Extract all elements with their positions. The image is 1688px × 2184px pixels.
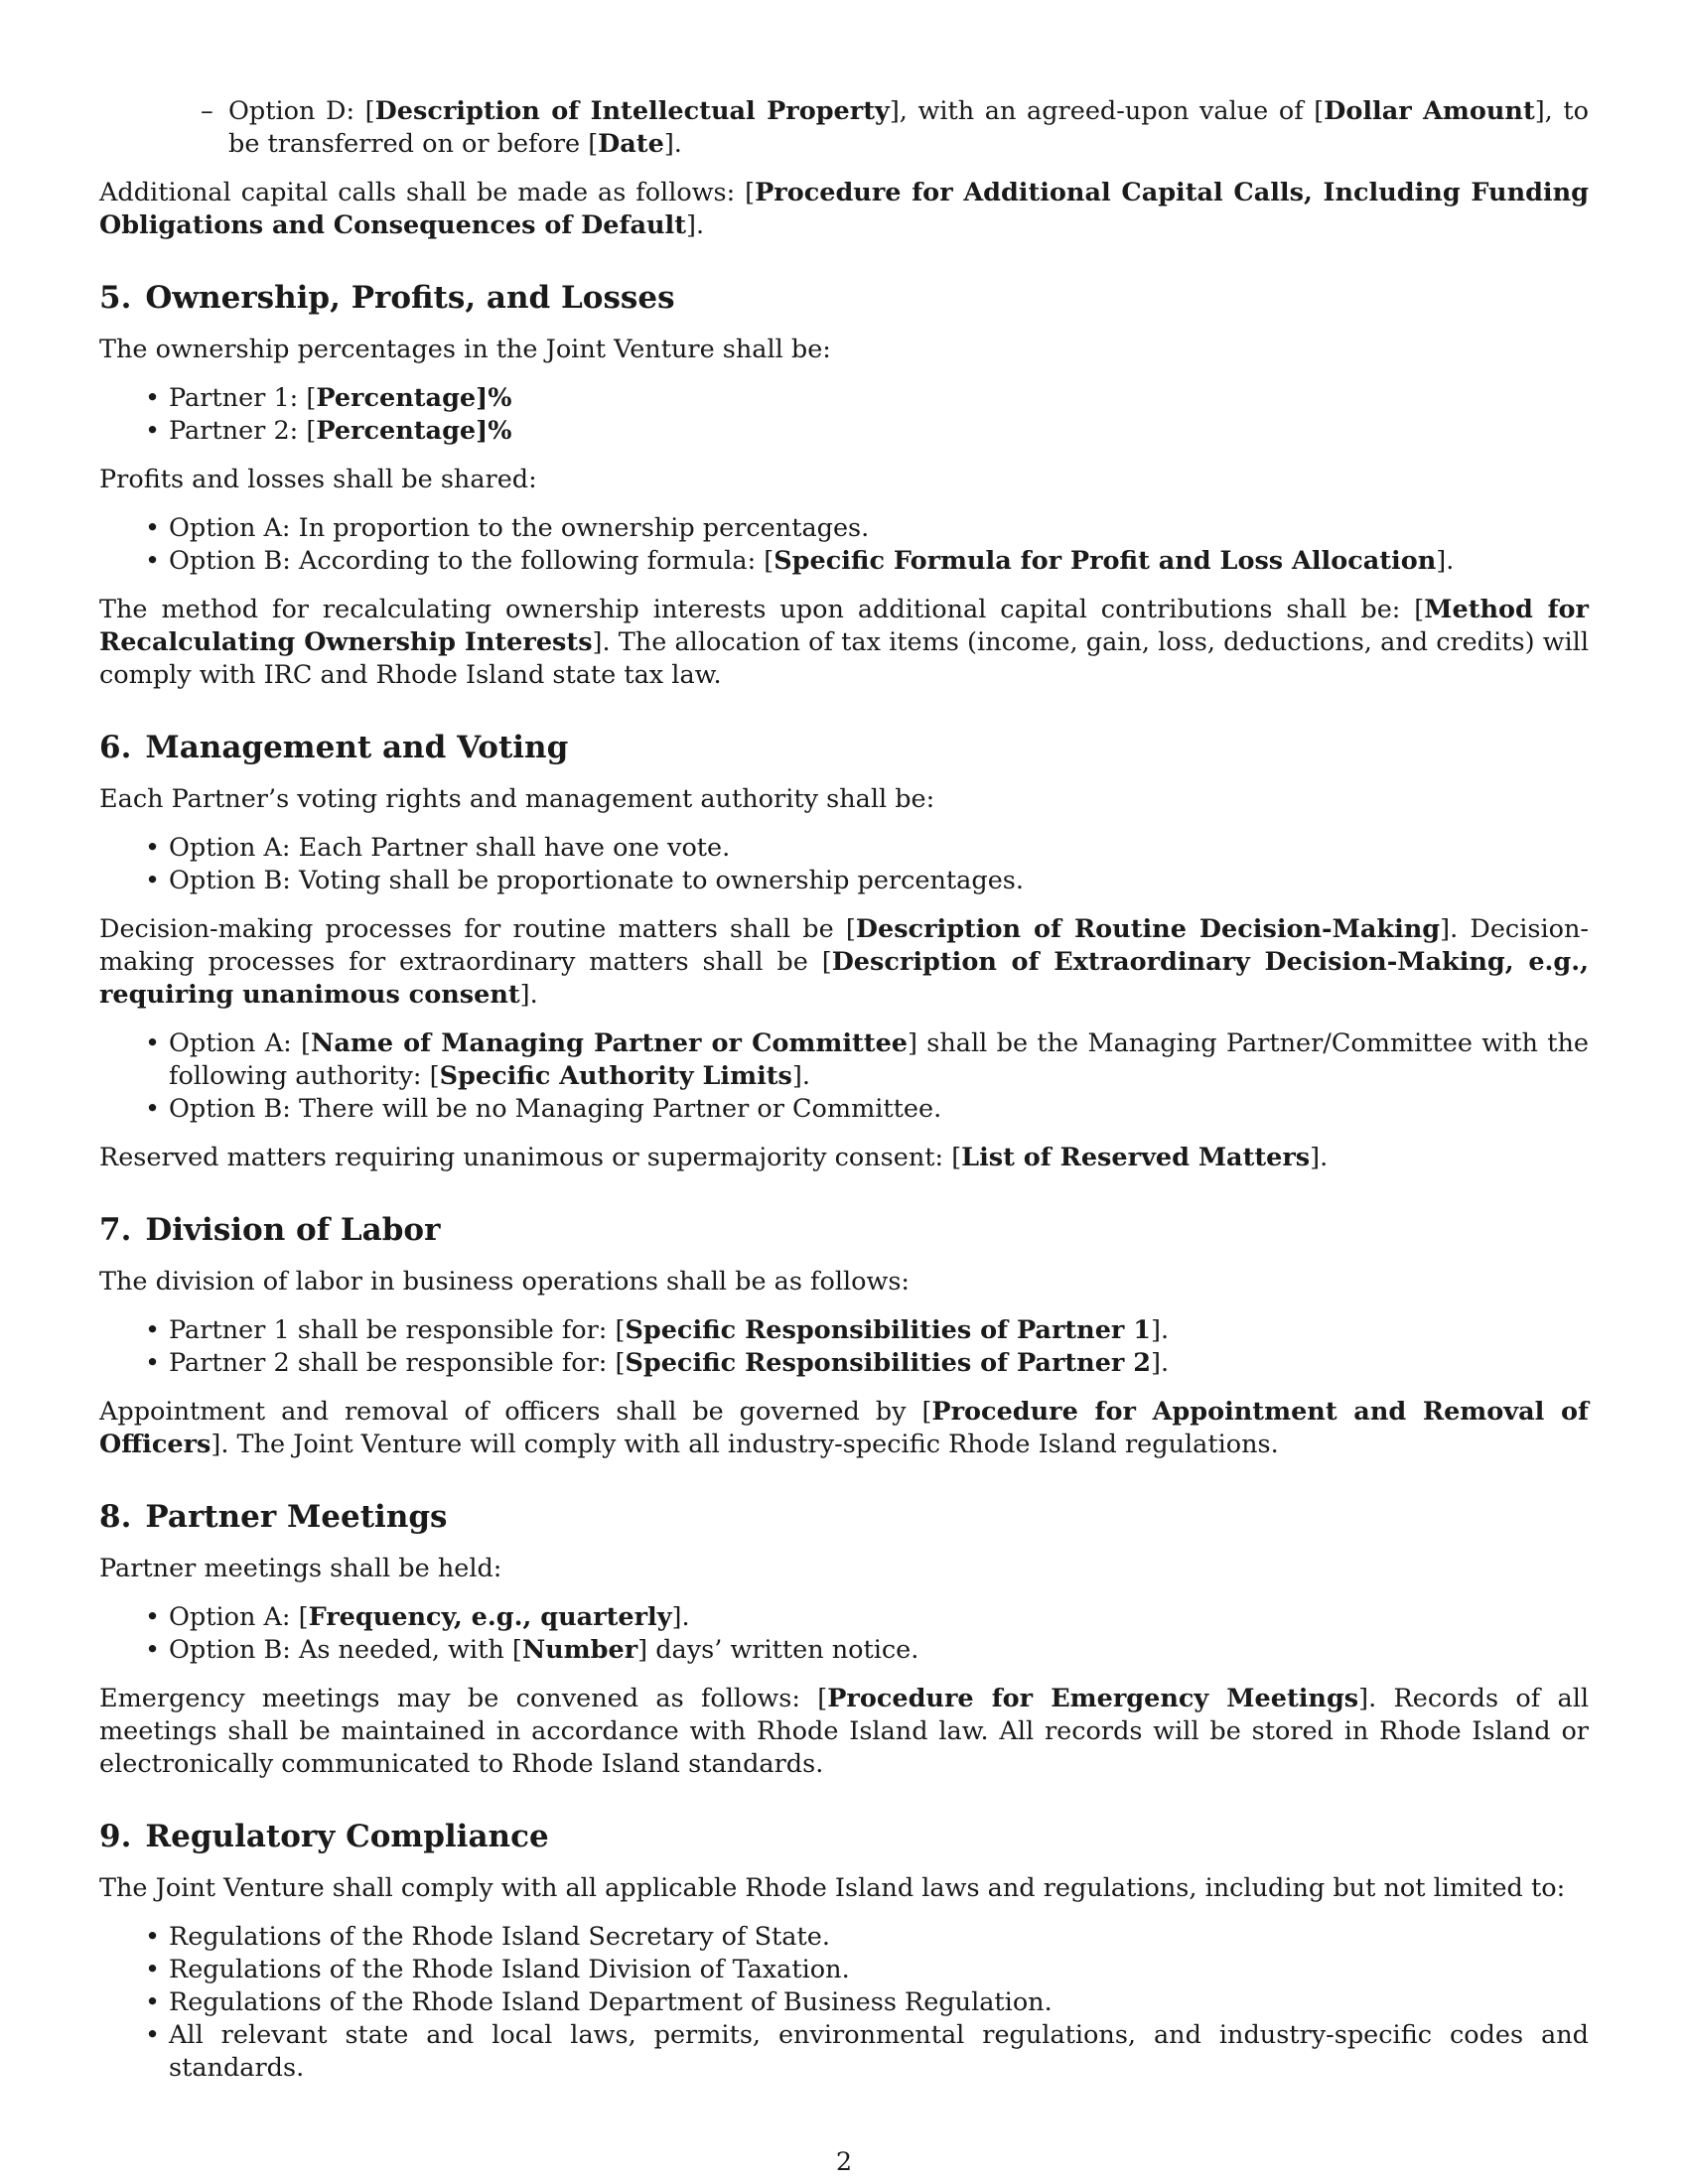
section-8-intro: Partner meetings shall be held: [99, 1554, 502, 1583]
list-item: • Option A: [Frequency, e.g., quarterly]. [169, 1601, 1589, 1634]
capital-calls-paragraph: Additional capital calls shall be made as follows: [Procedure for Additional Capital Calls, Including Funding Obligations and Consequences of Default]. [99, 178, 1589, 240]
voting-options-list [99, 832, 1589, 897]
section-8-heading: 8. Partner Meetings [99, 1499, 448, 1535]
section-9-intro: The Joint Venture shall comply with all applicable Rhode Island laws and regulations, including but not limited to: [99, 1873, 1566, 1903]
section-5-intro: The ownership percentages in the Joint Venture shall be: [99, 335, 831, 364]
list-item: • Option B: As needed, with [Number] days’ written notice. [169, 1634, 1589, 1667]
section-7-intro: The division of labor in business operations shall be as follows: [99, 1267, 911, 1297]
section-5-heading: 5. Ownership, Profits, and Losses [99, 280, 675, 316]
emergency-meetings-paragraph: Emergency meetings may be convened as follows: [Procedure for Emergency Meetings]. Records of all meetings shall be maintained in accordance with Rhode Island law. All records will be stored in Rhode Island or electronically communicated to Rhode Island standards. [99, 1684, 1590, 1779]
page-number: 2 [835, 2147, 853, 2177]
list-item: • Option A: Each Partner shall have one vote. [169, 832, 1589, 865]
recalc-paragraph: The method for recalculating ownership interests upon additional capital contributions shall be: [Method for Recalculating Ownership Interests]. The allocation of tax items (income, gain, loss, deductions, and credits) will comply with IRC and Rhode Island state tax law. [99, 595, 1589, 690]
list-item: • Partner 1: [Percentage]% [169, 382, 1589, 415]
section-6-intro: Each Partner’s voting rights and management authority shall be: [99, 784, 935, 814]
decision-making-paragraph: Decision-making processes for routine matters shall be [Description of Routine Decision-Making]. Decision-making processes for extraordinary matters shall be [Description of Extraordinary Decision-Making, e.g., requiring unanimous consent]. [99, 914, 1590, 1010]
compliance-list [99, 1921, 1589, 2085]
list-item: • Partner 2: [Percentage]% [169, 415, 1589, 448]
list-item: • Partner 1 shall be responsible for: [Specific Responsibilities of Partner 1]. [169, 1314, 1589, 1347]
ownership-list [99, 382, 1589, 448]
section-6-heading: 6. Management and Voting [99, 730, 569, 765]
profits-intro: Profits and losses shall be shared: [99, 465, 537, 494]
labor-list [99, 1314, 1589, 1380]
contribution-options-list [0, 95, 1589, 161]
document-page [99, 95, 1589, 2101]
list-item: • Option A: In proportion to the ownership percentages. [169, 512, 1589, 545]
option-d-item: – Option D: [Description of Intellectual Property], with an agreed-upon value of [Dollar Amount], to be transferred on or before [Date]. [228, 95, 1589, 161]
list-item: • Partner 2 shall be responsible for: [Specific Responsibilities of Partner 2]. [169, 1347, 1589, 1380]
list-item: • Option B: Voting shall be proportionate to ownership percentages. [169, 865, 1589, 897]
profit-options-list [99, 512, 1589, 578]
list-item: • Option A: [Name of Managing Partner or Committee] shall be the Managing Partner/Committee with the following authority: [Specific Authority Limits]. [169, 1027, 1589, 1093]
list-item: • Regulations of the Rhode Island Division of Taxation. [169, 1954, 1589, 1986]
meeting-options-list [99, 1601, 1589, 1667]
reserved-matters-paragraph: Reserved matters requiring unanimous or supermajority consent: [List of Reserved Matters]. [99, 1143, 1329, 1172]
section-7-heading: 7. Division of Labor [99, 1212, 441, 1248]
list-item: • All relevant state and local laws, permits, environmental regulations, and industry-specific codes and standards. [169, 2019, 1589, 2085]
list-item: • Option B: There will be no Managing Partner or Committee. [169, 1093, 1589, 1126]
manager-options-list [99, 1027, 1589, 1126]
list-item: • Regulations of the Rhode Island Secretary of State. [169, 1921, 1589, 1954]
officers-paragraph: Appointment and removal of officers shall be governed by [Procedure for Appointment and Removal of Officers]. The Joint Venture will comply with all industry-specific Rhode Island regulations. [99, 1397, 1590, 1459]
list-item: • Option B: According to the following formula: [Specific Formula for Profit and Loss Allocation]. [169, 545, 1589, 578]
section-9-heading: 9. Regulatory Compliance [99, 1819, 549, 1854]
list-item: • Regulations of the Rhode Island Department of Business Regulation. [169, 1986, 1589, 2019]
